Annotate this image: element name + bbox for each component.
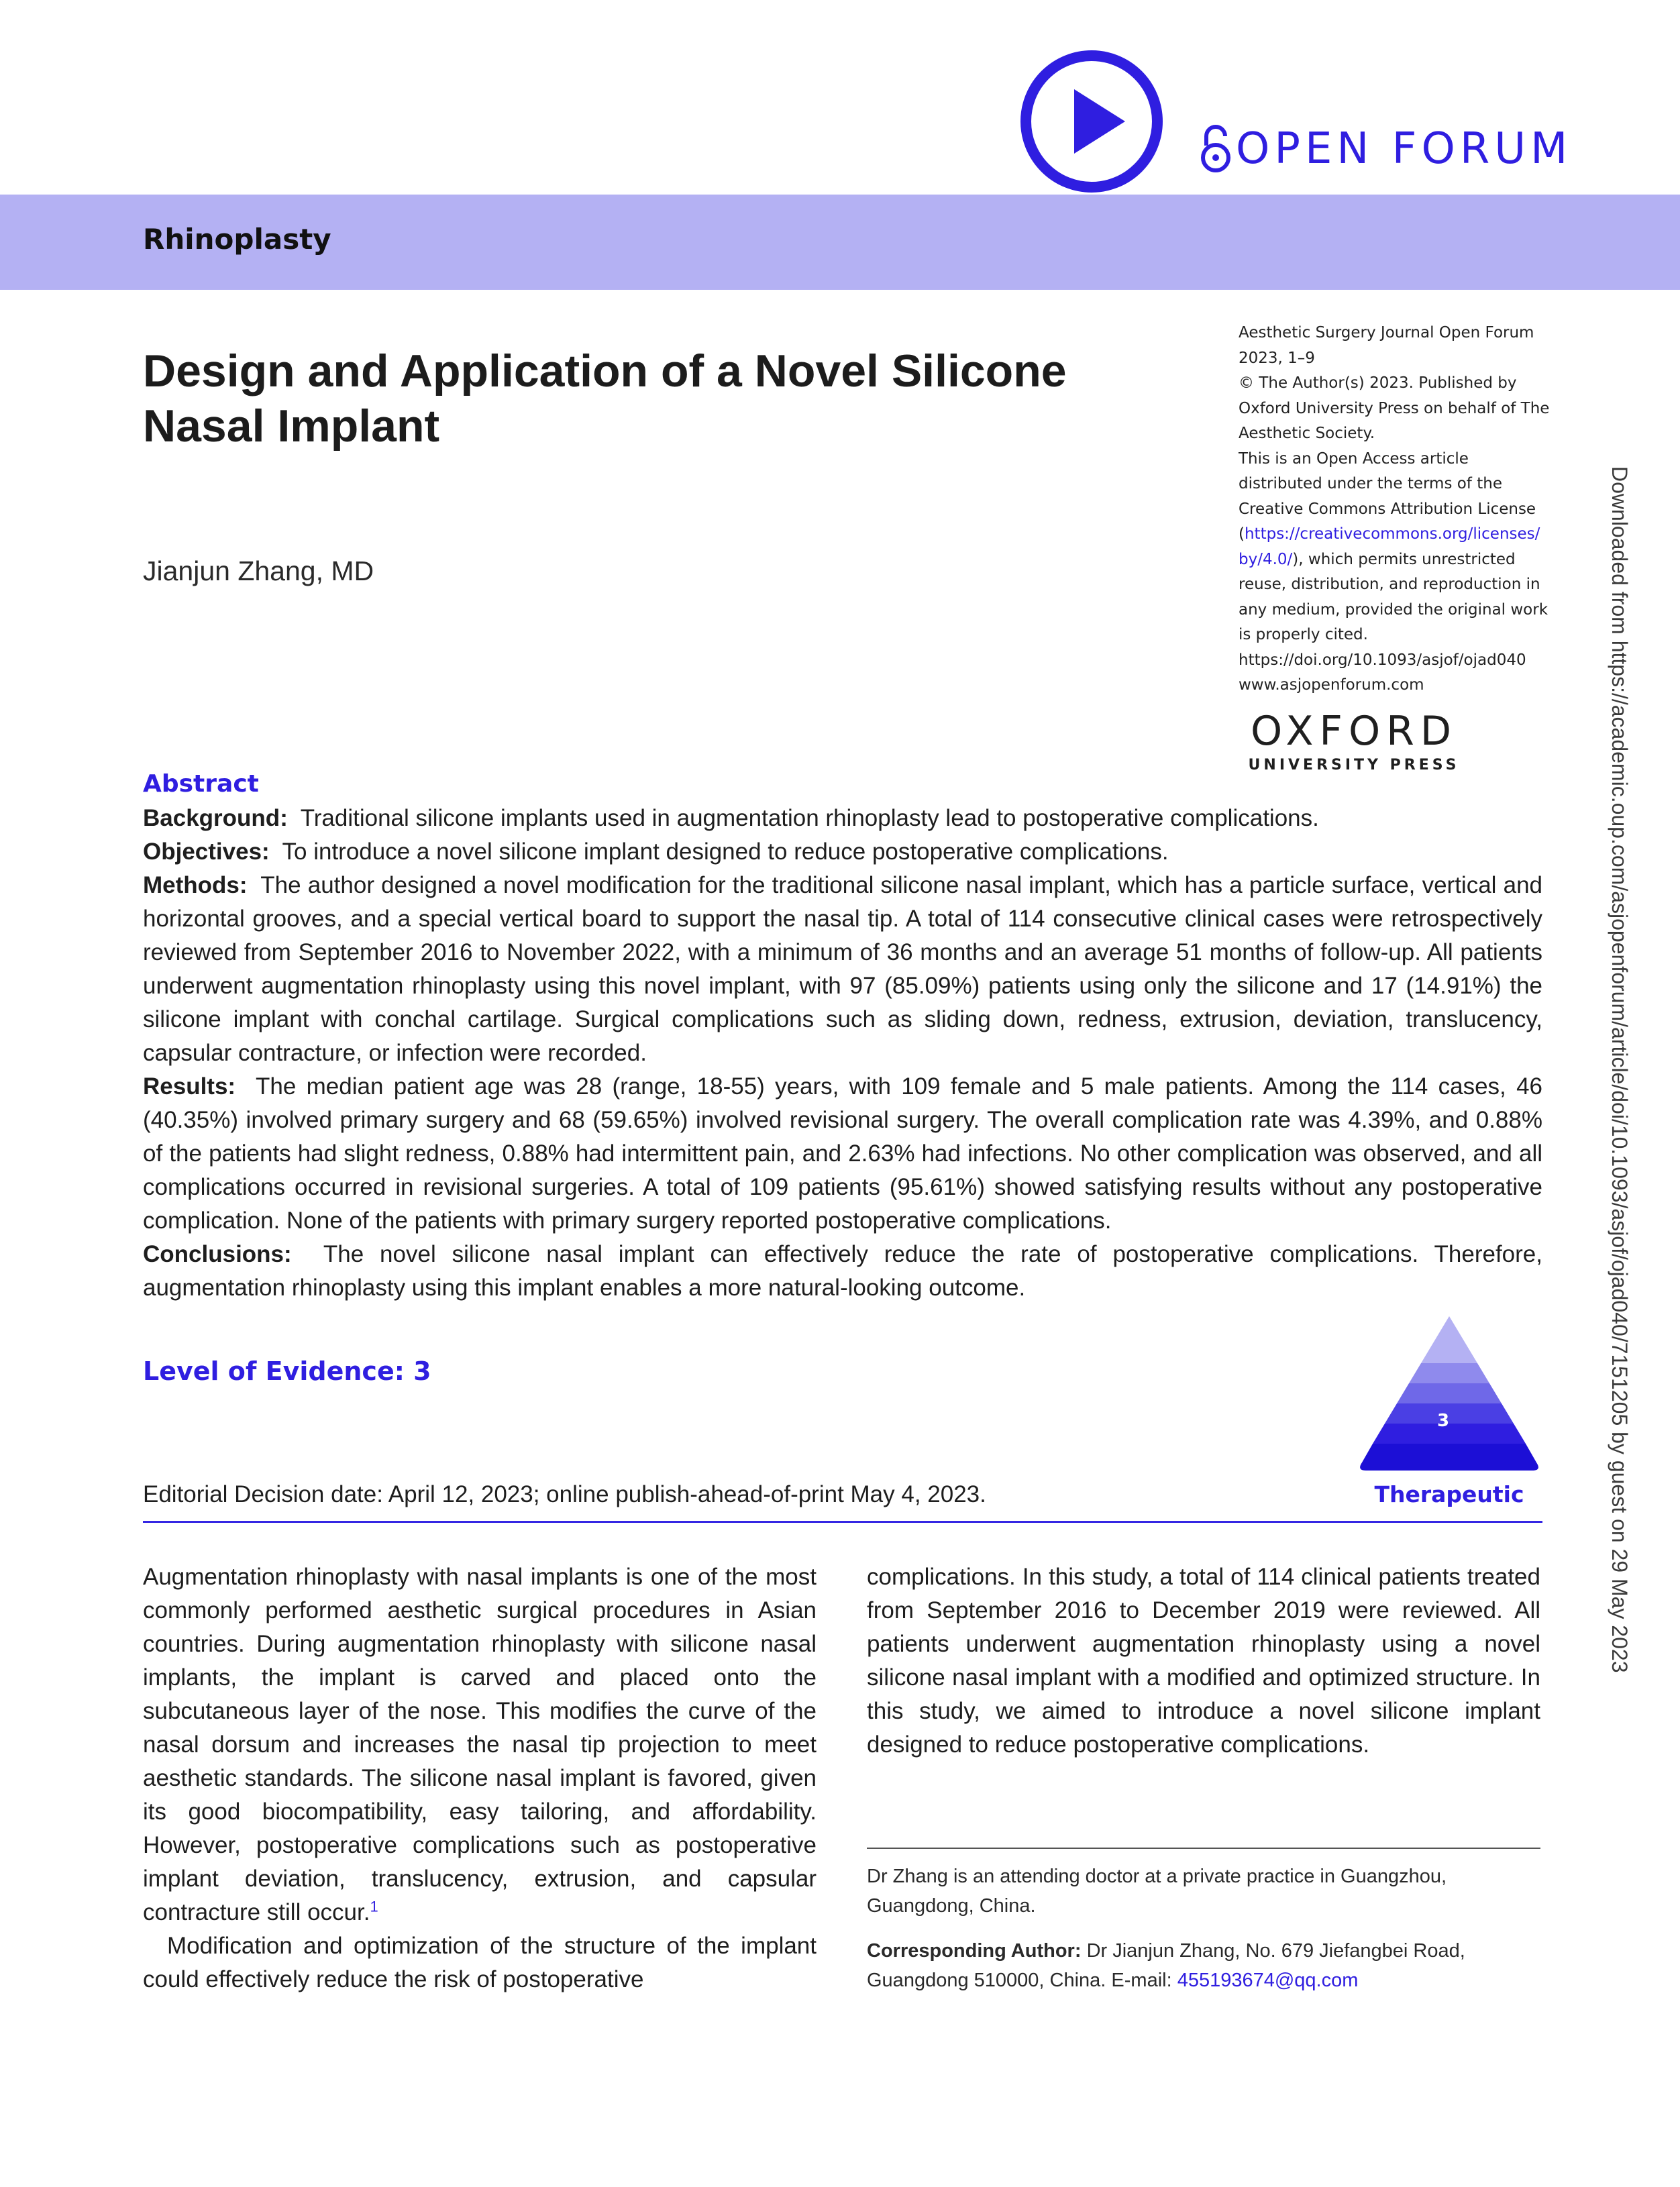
reference-link[interactable]: 1 <box>370 1898 378 1915</box>
evidence-pyramid-icon <box>1357 1316 1542 1485</box>
play-icon[interactable] <box>1019 49 1164 194</box>
journal-info-line: 2023, 1–9 <box>1239 349 1315 367</box>
body-column-left <box>143 1560 817 1996</box>
journal-info-line: © The Author(s) 2023. Published by <box>1239 374 1517 392</box>
conclusions-text: The novel silicone nasal implant can effectively reduce the rate of postoperative complications. Therefore, augmentation rhinoplasty using this implant enables a more natural-looking outcome. <box>143 1241 1542 1301</box>
journal-website-link[interactable]: www.asjopenforum.com <box>1239 676 1424 694</box>
journal-info-line: This is an Open Access article <box>1239 449 1469 468</box>
oxford-logo <box>1240 708 1468 774</box>
conclusions-label: Conclusions: <box>143 1241 292 1267</box>
journal-info-line: Aesthetic Society. <box>1239 425 1375 442</box>
background-text: Traditional silicone implants used in augmentation rhinoplasty lead to postoperative complications. <box>300 805 1319 831</box>
publisher-name: OXFORD <box>1250 708 1458 755</box>
title-line-1: Design and Application of a Novel Silicone <box>143 345 1067 396</box>
body-column-right <box>867 1560 1540 1762</box>
results-label: Results: <box>143 1073 236 1100</box>
open-forum-brand <box>1200 122 1572 176</box>
objectives-label: Objectives: <box>143 839 270 865</box>
journal-info-line: any medium, provided the original work <box>1239 600 1548 619</box>
paragraph: complications. In this study, a total of 114 clinical patients treated from September 2016 to December 2019 were reviewed. All patients underwent augmentation rhinoplasty using a novel silicone nasal implant with a modified and optimized structure. In this study, we aimed to introduce a novel silicone implant designed to reduce postoperative complications. <box>867 1564 1540 1758</box>
paragraph: Modification and optimization of the structure of the implant could effectively reduce the risk of postoperative <box>143 1933 817 1992</box>
journal-info-line: Oxford University Press on behalf of The <box>1239 399 1550 417</box>
corresponding-author-text: Dr Jianjun Zhang, No. 679 Jiefangbei Road, Guangdong 510000, China. E-mail: <box>867 1940 1465 1991</box>
license-link[interactable]: by/4.0/ <box>1239 550 1293 568</box>
journal-info-line: Aesthetic Surgery Journal Open Forum <box>1239 324 1534 341</box>
author-affiliation: Dr Zhang is an attending doctor at a private practice in Guangzhou, Guangdong, China. <box>867 1866 1447 1917</box>
article-author: Jianjun Zhang, MD <box>143 555 374 586</box>
objectives-text: To introduce a novel silicone implant designed to reduce postoperative complications. <box>282 839 1169 865</box>
license-link-line: (https://creativecommons.org/licenses/ <box>1239 525 1540 543</box>
journal-info <box>1239 321 1550 698</box>
background-label: Background: <box>143 805 288 831</box>
email-link[interactable]: 455193674@qq.com <box>1177 1970 1359 1991</box>
corresponding-author-label: Corresponding Author: <box>867 1940 1082 1962</box>
evidence-type-label: Therapeutic <box>1374 1481 1524 1507</box>
journal-info-line: is properly cited. <box>1239 626 1368 643</box>
publisher-sub: UNIVERSITY PRESS <box>1248 757 1460 774</box>
abstract-heading: Abstract <box>143 770 259 798</box>
article-title <box>143 343 1190 454</box>
methods-text: The author designed a novel modification for the traditional silicone nasal implant, which has a particle surface, vertical and horizontal grooves, and a special vertical board to support the nasal tip. A total of 114 consecutive clinical cases were retrospectively reviewed from September 2016 to November 2022, with a minimum of 36 months and an average 51 months of follow-up. All patients underwent augmentation rhinoplasty using this novel implant, with 97 (85.09%) patients using only the silicone and 17 (14.91%) the silicone implant with conchal cartilage. Surgical complications such as sliding down, redness, extrusion, deviation, translucency, capsular contracture, or infection were recorded. <box>143 872 1542 1066</box>
abstract-body <box>143 802 1542 1305</box>
footnote-divider <box>867 1848 1540 1849</box>
brand-name: OPEN FORUM <box>1236 124 1573 174</box>
corresponding-author <box>867 1936 1540 1995</box>
editorial-decision: Editorial Decision date: April 12, 2023; online publish-ahead-of-print May 4, 2023. <box>143 1481 986 1507</box>
journal-info-line: Creative Commons Attribution License <box>1239 500 1536 518</box>
results-text: The median patient age was 28 (range, 18-55) years, with 109 female and 5 male patients. Among the 114 cases, 46 (40.35%) involved primary surgery and 68 (59.65%) involved revisional surgery. The overall complication rate was 4.39%, and 0.88% of the patients had slight redness, 0.88% had intermittent pain, and 2.63% had infections. No other complication was observed, and all complications occurred in revisional surgeries. A total of 109 patients (95.61%) showed satisfying results without any postoperative complication. None of the patients with primary surgery reported postoperative complications. <box>143 1073 1542 1234</box>
divider <box>143 1521 1542 1523</box>
evidence-level-number: 3 <box>1437 1411 1450 1431</box>
download-stamp: Downloaded from https://academic.oup.com/asjopenforum/article/doi/10.1093/asjof/ojad040/7151205 by guest on 29 May 2023 <box>1608 466 1632 1673</box>
journal-info-line: reuse, distribution, and reproduction in <box>1239 576 1540 593</box>
abstract <box>143 767 1542 1305</box>
paragraph: Augmentation rhinoplasty with nasal implants is one of the most commonly performed aesthetic surgical procedures in Asian countries. During augmentation rhinoplasty with silicone nasal implants, the implant is carved and placed onto the subcutaneous layer of the nose. This modifies the curve of the nasal dorsum and increases the nasal tip projection to meet aesthetic standards. The silicone nasal implant is favored, given its good biocompatibility, easy tailoring, and affordability. However, postoperative complications such as postoperative implant deviation, translucency, extrusion, and capsular contracture still occur.$^1$ <box>143 1564 817 1925</box>
license-link[interactable]: https://creativecommons.org/licenses/ <box>1244 525 1540 543</box>
title-line-2: Nasal Implant <box>143 401 440 451</box>
section-label: Rhinoplasty <box>143 223 331 256</box>
journal-info-line: distributed under the terms of the <box>1239 475 1502 492</box>
methods-label: Methods: <box>143 872 248 898</box>
open-access-lock-icon <box>1200 124 1232 174</box>
level-of-evidence: Level of Evidence: 3 <box>143 1356 431 1386</box>
doi-link[interactable]: https://doi.org/10.1093/asjof/ojad040 <box>1239 651 1526 669</box>
license-link-line: by/4.0/), which permits unrestricted <box>1239 550 1516 568</box>
